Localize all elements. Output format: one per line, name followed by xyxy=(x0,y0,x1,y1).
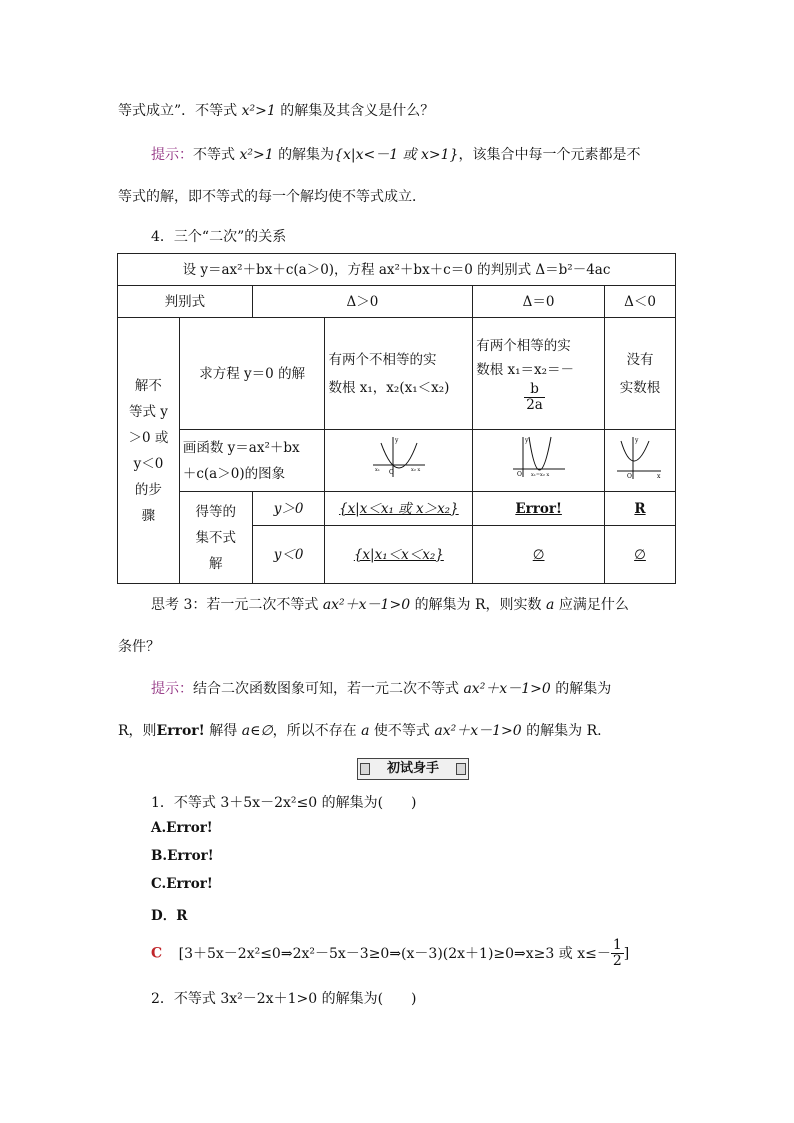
hint-label: 提示： xyxy=(151,147,193,163)
graph-zero xyxy=(473,430,605,492)
hint-line-2: 等式的解，即不等式的每一个解均使不等式成立． xyxy=(118,189,426,205)
hint-label: 提示： xyxy=(151,681,193,697)
lt-positive: {x|x₁＜x＜x₂} xyxy=(325,526,473,584)
svg-text:x₂ x: x₂ x xyxy=(410,467,421,473)
disc-zero: Δ＝0 xyxy=(473,286,605,318)
think-question-line-2: 条件？ xyxy=(118,639,160,655)
question-stem: 1．不等式 3＋5x－2x²≤0 的解集为( ) xyxy=(151,795,417,811)
svg-text:x₁: x₁ xyxy=(374,467,380,473)
gt-positive: {x|x＜x₁ 或 x＞x₂} xyxy=(325,492,473,526)
svg-text:O: O xyxy=(388,469,394,476)
solve-zero: 有两个相等的实 数根 x₁＝x₂＝－ $\frac{b}{2a}$ xyxy=(473,318,605,430)
parabola-no-root-graph xyxy=(615,433,665,481)
svg-text:y: y xyxy=(635,437,639,444)
gt-zero: Error! xyxy=(473,492,605,526)
disc-negative: Δ＜0 xyxy=(605,286,676,318)
svg-text:O: O xyxy=(516,471,522,478)
section-title: 4．三个“二次”的关系 xyxy=(151,229,287,245)
section-badge: 初试身手 xyxy=(357,758,469,780)
svg-text:x: x xyxy=(657,473,661,480)
answer-letter: C xyxy=(151,945,163,962)
disc-label: 判别式 xyxy=(118,286,253,318)
think-question: 思考 3：若一元二次不等式 ax²＋x－1>0 的解集为 R，则实数 a 应满足什么 xyxy=(151,597,629,613)
parabola-two-roots-graph xyxy=(369,433,429,481)
svg-text:y: y xyxy=(394,437,399,444)
gt-negative: R xyxy=(605,492,676,526)
solve-negative: 没有 实数根 xyxy=(605,318,676,430)
row-solve-label: 求方程 y＝0 的解 xyxy=(179,318,325,430)
lt-zero-label: y＜0 xyxy=(252,526,325,584)
option-d: D．R xyxy=(151,908,188,924)
question-stem: 2．不等式 3x²－2x＋1>0 的解集为( ) xyxy=(151,991,417,1007)
answer-line: C [3＋5x－2x²≤0⇒2x²－5x－3≥0⇒(x－3)(2x＋1)≥0⇒x≥3 或 x≤－ $\frac{1}{2}$ ] xyxy=(151,937,630,969)
option-b: B.Error! xyxy=(151,848,214,864)
row-get-label: 得等的 集不式 解 xyxy=(179,492,252,584)
disc-positive: Δ＞0 xyxy=(252,286,473,318)
parabola-one-root-graph xyxy=(509,433,569,481)
hint-line: 提示：不等式 x²>1 的解集为{x|x<－1 或 x>1}，该集合中每一个元素都是不 xyxy=(151,147,641,163)
svg-text:O: O xyxy=(627,473,632,480)
lt-zero: ∅ xyxy=(473,526,605,584)
solve-positive: 有两个不相等的实 数根 x₁，x₂(x₁＜x₂) xyxy=(325,318,473,430)
paragraph-line: 等式成立”．不等式 x²>1 的解集及其含义是什么？ xyxy=(118,103,435,119)
svg-text:x₁=x₂ x: x₁=x₂ x xyxy=(530,472,549,478)
graph-negative xyxy=(605,430,676,492)
gt-zero-label: y＞0 xyxy=(252,492,325,526)
row-graph-label: 画函数 y＝ax²＋bx ＋c(a＞0)的图象 xyxy=(179,430,325,492)
hint-line: 提示：结合二次函数图象可知，若一元二次不等式 ax²＋x－1>0 的解集为 xyxy=(151,681,612,697)
steps-label: 解不 等式 y ＞0 或 y＜0 的步 骤 xyxy=(118,318,180,584)
fraction-one-half: $\frac{1}{2}$ xyxy=(612,937,622,969)
table-header: 设 y＝ax²＋bx＋c(a＞0)，方程 ax²＋bx＋c＝0 的判别式 Δ＝b²－4ac xyxy=(118,254,676,286)
option-a: A.Error! xyxy=(151,820,213,836)
svg-text:y: y xyxy=(524,437,528,444)
fraction-b-over-2a: $\frac{b}{2a}$ xyxy=(526,381,543,413)
lt-negative: ∅ xyxy=(605,526,676,584)
option-c: C.Error! xyxy=(151,876,213,892)
graph-positive xyxy=(325,430,473,492)
hint-line-2: R，则Error! 解得 a∈∅，所以不存在 a 使不等式 ax²＋x－1>0 的解集为 R. xyxy=(118,723,602,739)
quadratic-relation-table xyxy=(117,253,676,584)
